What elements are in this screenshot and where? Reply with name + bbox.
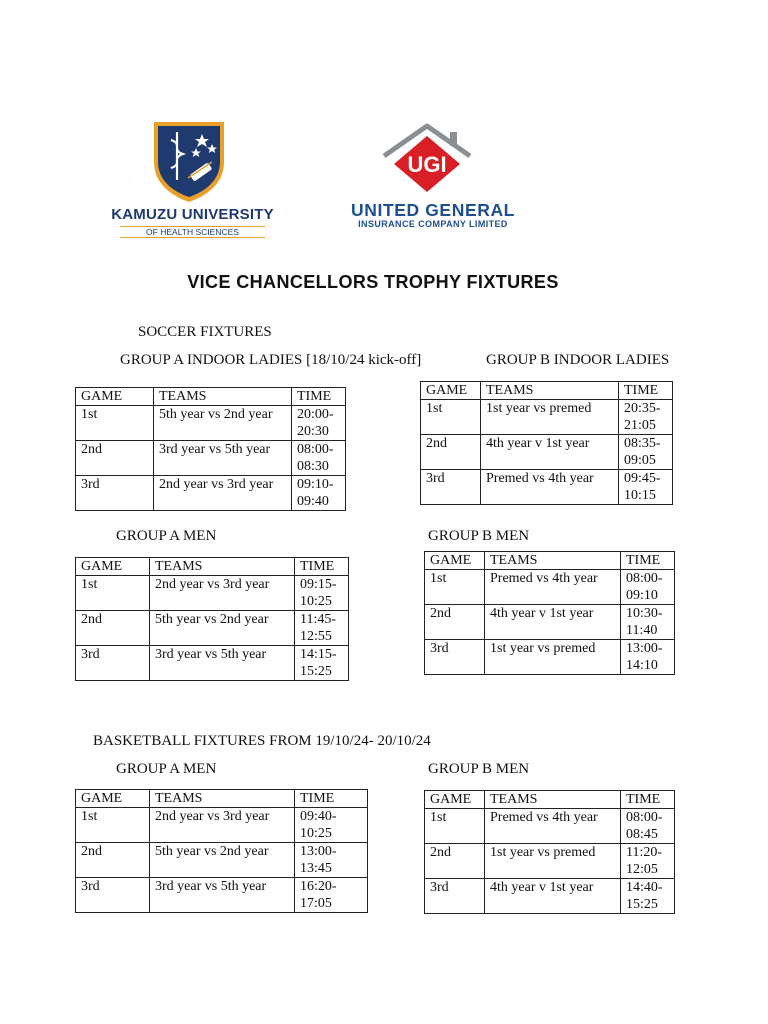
table-header-row — [76, 558, 349, 576]
teams-cell: 5th year vs 2nd year — [150, 611, 295, 646]
time-cell: 08:00- 08:45 — [621, 809, 675, 844]
ugi-logo — [328, 122, 538, 240]
column-header-teams: TEAMS — [485, 552, 621, 570]
time-cell: 09:15- 10:25 — [295, 576, 349, 611]
house-roof-icon — [378, 122, 476, 197]
game-cell: 1st — [425, 809, 485, 844]
time-cell: 09:10- 09:40 — [292, 476, 346, 511]
teams-cell: 3rd year vs 5th year — [150, 878, 295, 913]
game-cell: 3rd — [425, 640, 485, 675]
time-cell: 13:00- 13:45 — [295, 843, 368, 878]
table-row — [76, 808, 368, 843]
table-row — [421, 435, 673, 470]
soccer-group-a-ladies-table — [75, 387, 346, 511]
table-row — [425, 879, 675, 914]
time-cell: 08:35- 09:05 — [619, 435, 673, 470]
teams-cell: 3rd year vs 5th year — [150, 646, 295, 681]
game-cell: 1st — [421, 400, 481, 435]
teams-cell: 5th year vs 2nd year — [150, 843, 295, 878]
time-cell: 08:00- 08:30 — [292, 441, 346, 476]
teams-cell: Premed vs 4th year — [485, 809, 621, 844]
teams-cell: 2nd year vs 3rd year — [150, 808, 295, 843]
basketball-group-a-men-label: GROUP A MEN — [116, 761, 217, 777]
column-header-teams: TEAMS — [150, 790, 295, 808]
column-header-time: TIME — [292, 388, 346, 406]
game-cell: 3rd — [421, 470, 481, 505]
time-cell: 14:15- 15:25 — [295, 646, 349, 681]
university-shield-icon — [150, 118, 228, 204]
soccer-group-b-men-table — [424, 551, 675, 675]
column-header-time: TIME — [619, 382, 673, 400]
time-cell: 10:30- 11:40 — [621, 605, 675, 640]
teams-cell: 4th year v 1st year — [485, 879, 621, 914]
column-header-time: TIME — [621, 791, 675, 809]
time-cell: 16:20- 17:05 — [295, 878, 368, 913]
table-header-row — [421, 382, 673, 400]
basketball-group-b-men-table — [424, 790, 675, 914]
game-cell: 2nd — [76, 611, 150, 646]
time-cell: 14:40- 15:25 — [621, 879, 675, 914]
soccer-group-a-men-label: GROUP A MEN — [116, 528, 217, 544]
teams-cell: Premed vs 4th year — [481, 470, 619, 505]
game-cell: 2nd — [76, 441, 154, 476]
game-cell: 2nd — [425, 605, 485, 640]
kuhes-logo — [100, 118, 285, 240]
column-header-game: GAME — [425, 791, 485, 809]
game-cell: 3rd — [76, 878, 150, 913]
column-header-game: GAME — [76, 558, 150, 576]
soccer-group-b-men-label: GROUP B MEN — [428, 528, 530, 544]
time-cell: 09:40- 10:25 — [295, 808, 368, 843]
game-cell: 1st — [76, 406, 154, 441]
column-header-time: TIME — [621, 552, 675, 570]
column-header-teams: TEAMS — [154, 388, 292, 406]
basketball-group-a-men-table — [75, 789, 368, 913]
teams-cell: 1st year vs premed — [485, 640, 621, 675]
column-header-teams: TEAMS — [150, 558, 295, 576]
column-header-time: TIME — [295, 790, 368, 808]
time-cell: 20:00- 20:30 — [292, 406, 346, 441]
game-cell: 1st — [76, 576, 150, 611]
teams-cell: 4th year v 1st year — [485, 605, 621, 640]
game-cell: 3rd — [76, 476, 154, 511]
basketball-group-b-men-label: GROUP B MEN — [428, 761, 530, 777]
game-cell: 2nd — [425, 844, 485, 879]
teams-cell: 1st year vs premed — [485, 844, 621, 879]
time-cell: 11:45- 12:55 — [295, 611, 349, 646]
time-cell: 09:45- 10:15 — [619, 470, 673, 505]
kuhes-name: KAMUZU UNIVERSITY — [111, 206, 274, 223]
table-row — [76, 441, 346, 476]
teams-cell: 3rd year vs 5th year — [154, 441, 292, 476]
table-row — [425, 570, 675, 605]
soccer-group-a-men-table — [75, 557, 349, 681]
game-cell: 2nd — [76, 843, 150, 878]
table-row — [76, 878, 368, 913]
table-row — [76, 406, 346, 441]
table-row — [425, 844, 675, 879]
ugi-mark: UGI — [407, 152, 447, 177]
column-header-time: TIME — [295, 558, 349, 576]
ugi-name: UNITED GENERAL — [351, 200, 515, 220]
table-row — [425, 605, 675, 640]
table-row — [76, 476, 346, 511]
table-row — [76, 646, 349, 681]
column-header-game: GAME — [76, 790, 150, 808]
teams-cell: 2nd year vs 3rd year — [154, 476, 292, 511]
basketball-heading: BASKETBALL FIXTURES FROM 19/10/24- 20/10/24 — [93, 733, 431, 749]
column-header-game: GAME — [425, 552, 485, 570]
ugi-subtitle: INSURANCE COMPANY LIMITED — [358, 219, 508, 229]
time-cell: 08:00- 09:10 — [621, 570, 675, 605]
game-cell: 1st — [425, 570, 485, 605]
table-header-row — [425, 791, 675, 809]
game-cell: 1st — [76, 808, 150, 843]
column-header-teams: TEAMS — [481, 382, 619, 400]
game-cell: 3rd — [425, 879, 485, 914]
soccer-group-a-ladies-label: GROUP A INDOOR LADIES [18/10/24 kick-off] — [120, 352, 422, 368]
page-title: VICE CHANCELLORS TROPHY FIXTURES — [187, 272, 559, 292]
table-row — [425, 640, 675, 675]
table-header-row — [76, 388, 346, 406]
teams-cell: 1st year vs premed — [481, 400, 619, 435]
soccer-group-b-ladies-table — [420, 381, 673, 505]
table-header-row — [425, 552, 675, 570]
table-row — [76, 843, 368, 878]
table-header-row — [76, 790, 368, 808]
soccer-group-b-ladies-label: GROUP B INDOOR LADIES — [486, 352, 670, 368]
table-row — [425, 809, 675, 844]
time-cell: 11:20- 12:05 — [621, 844, 675, 879]
table-row — [421, 470, 673, 505]
teams-cell: 4th year v 1st year — [481, 435, 619, 470]
teams-cell: 2nd year vs 3rd year — [150, 576, 295, 611]
game-cell: 2nd — [421, 435, 481, 470]
game-cell: 3rd — [76, 646, 150, 681]
teams-cell: Premed vs 4th year — [485, 570, 621, 605]
column-header-game: GAME — [76, 388, 154, 406]
soccer-heading: SOCCER FIXTURES — [138, 324, 272, 340]
column-header-teams: TEAMS — [485, 791, 621, 809]
table-row — [76, 611, 349, 646]
kuhes-subtitle: OF HEALTH SCIENCES — [120, 226, 265, 238]
teams-cell: 5th year vs 2nd year — [154, 406, 292, 441]
table-row — [421, 400, 673, 435]
time-cell: 13:00- 14:10 — [621, 640, 675, 675]
table-row — [76, 576, 349, 611]
column-header-game: GAME — [421, 382, 481, 400]
time-cell: 20:35- 21:05 — [619, 400, 673, 435]
